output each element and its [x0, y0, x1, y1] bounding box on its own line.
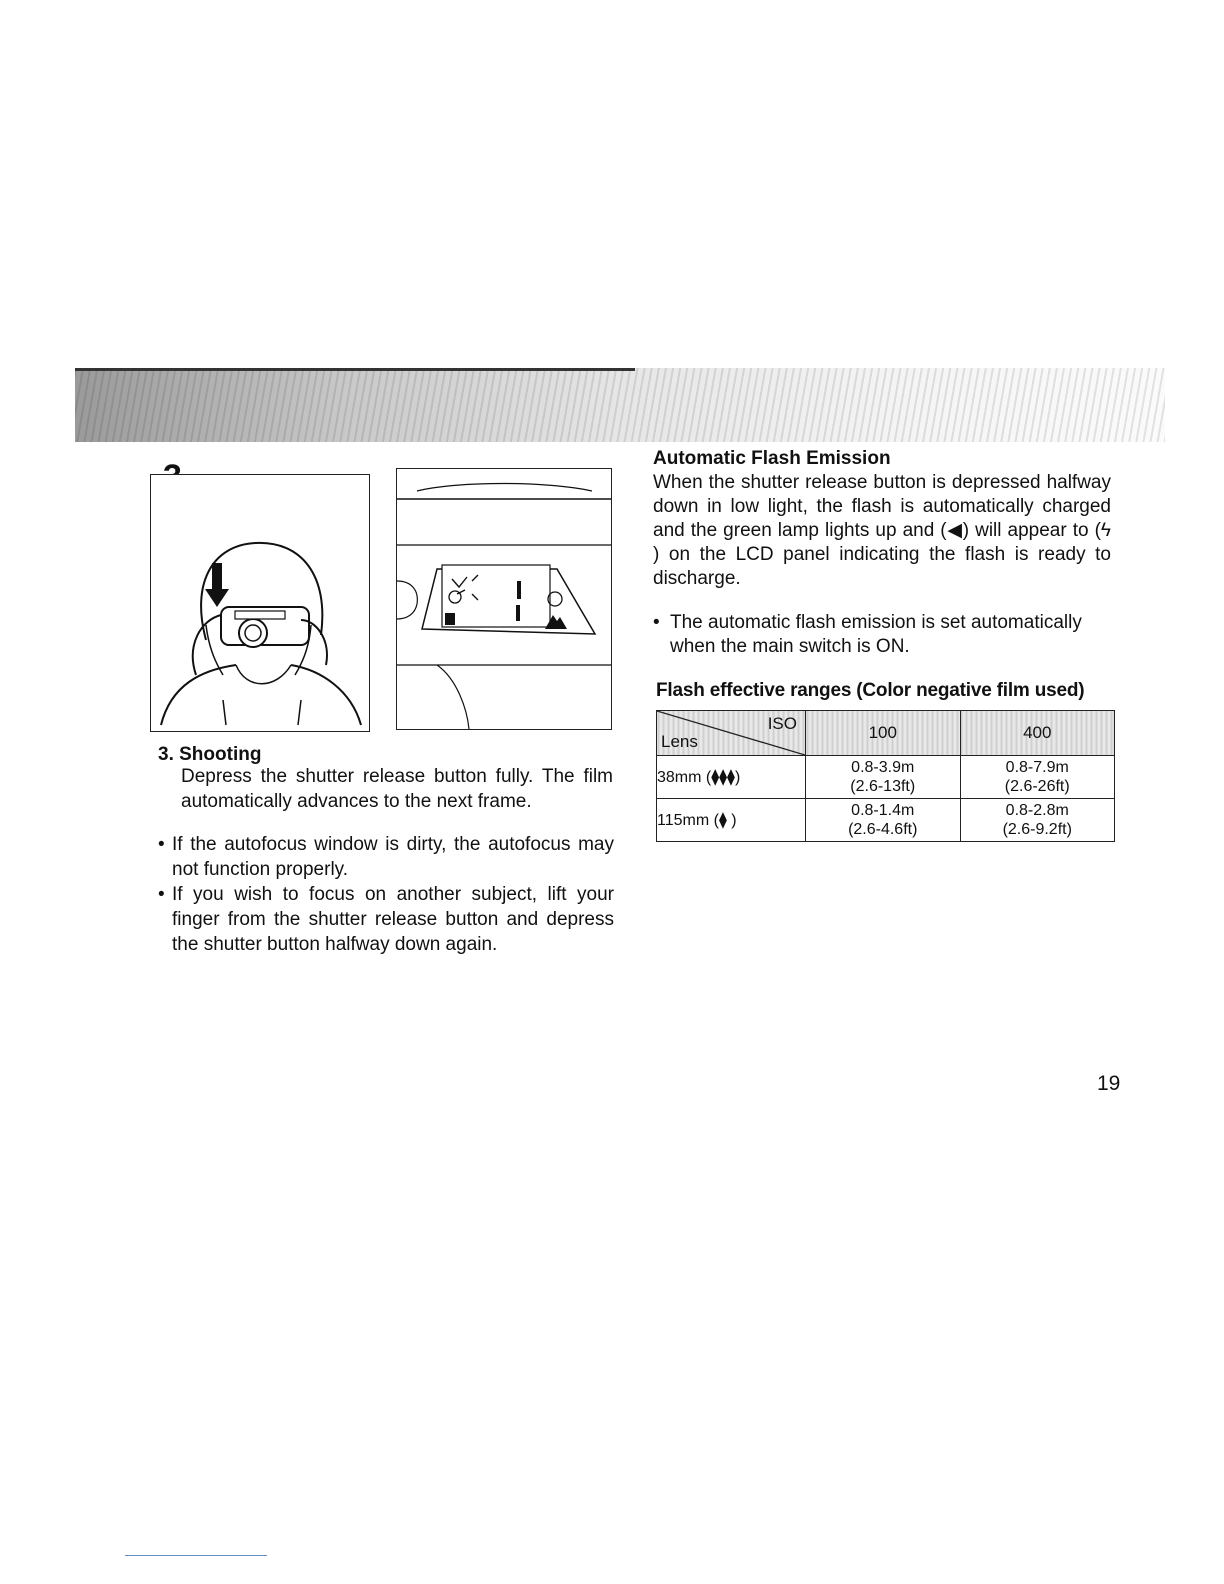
lcd-panel-icon — [397, 469, 611, 729]
bullet-item: • If you wish to focus on another subject, lift your finger from the shutter release button and depress the shutter button halfway down again. — [158, 882, 614, 957]
table-cell — [960, 756, 1115, 799]
cell-metric: 0.8-3.9m — [851, 759, 915, 776]
shooting-illustration — [150, 474, 370, 732]
table-cell — [960, 799, 1115, 842]
table-row — [657, 756, 1115, 799]
flash-bullets — [653, 611, 1115, 659]
cell-metric: 0.8-7.9m — [1005, 759, 1069, 776]
flash-range-table — [656, 710, 1115, 842]
table-title: Flash effective ranges (Color negative film used) — [656, 680, 1085, 701]
bullet-item: • The automatic flash emission is set automatically when the main switch is ON. — [653, 611, 1115, 659]
lcd-panel-illustration — [396, 468, 612, 730]
table-corner-header — [657, 711, 806, 756]
shooting-bullets — [158, 832, 614, 957]
bullet-item: • If the autofocus window is dirty, the autofocus may not function properly. — [158, 832, 614, 882]
footer-line — [125, 1555, 267, 1556]
table-cell — [806, 799, 961, 842]
cell-metric: 0.8-2.8m — [1005, 802, 1069, 819]
table-row — [657, 799, 1115, 842]
cell-imperial: (2.6-13ft) — [850, 778, 916, 795]
column-header: 100 — [806, 711, 961, 756]
cell-imperial: (2.6-9.2ft) — [1002, 821, 1072, 838]
cell-metric: 0.8-1.4m — [851, 802, 915, 819]
flash-paragraph: When the shutter release button is depressed halfway down in low light, the flash is automatically charged and the green lamp lights up and (◀) will appear to (ϟ ) on the LCD panel indicating the flash is ready to discharge. — [653, 472, 1111, 589]
shooting-heading: 3. Shooting — [158, 744, 262, 765]
cell-imperial: (2.6-4.6ft) — [848, 821, 918, 838]
header-band — [75, 368, 1165, 442]
cell-imperial: (2.6-26ft) — [1004, 778, 1070, 795]
page-number: 19 — [1097, 1072, 1121, 1095]
row-lens: 115mm (⧫ ) — [657, 799, 806, 842]
corner-lens-label: Lens — [661, 732, 698, 751]
person-holding-camera-icon — [151, 475, 369, 731]
table-cell — [806, 756, 961, 799]
row-lens: 38mm (⧫⧫⧫) — [657, 756, 806, 799]
shooting-paragraph: Depress the shutter release button fully. The film automatically advances to the next frame. — [181, 766, 613, 812]
corner-iso-label: ISO — [767, 714, 797, 733]
flash-heading: Automatic Flash Emission — [653, 448, 891, 469]
column-header: 400 — [960, 711, 1115, 756]
